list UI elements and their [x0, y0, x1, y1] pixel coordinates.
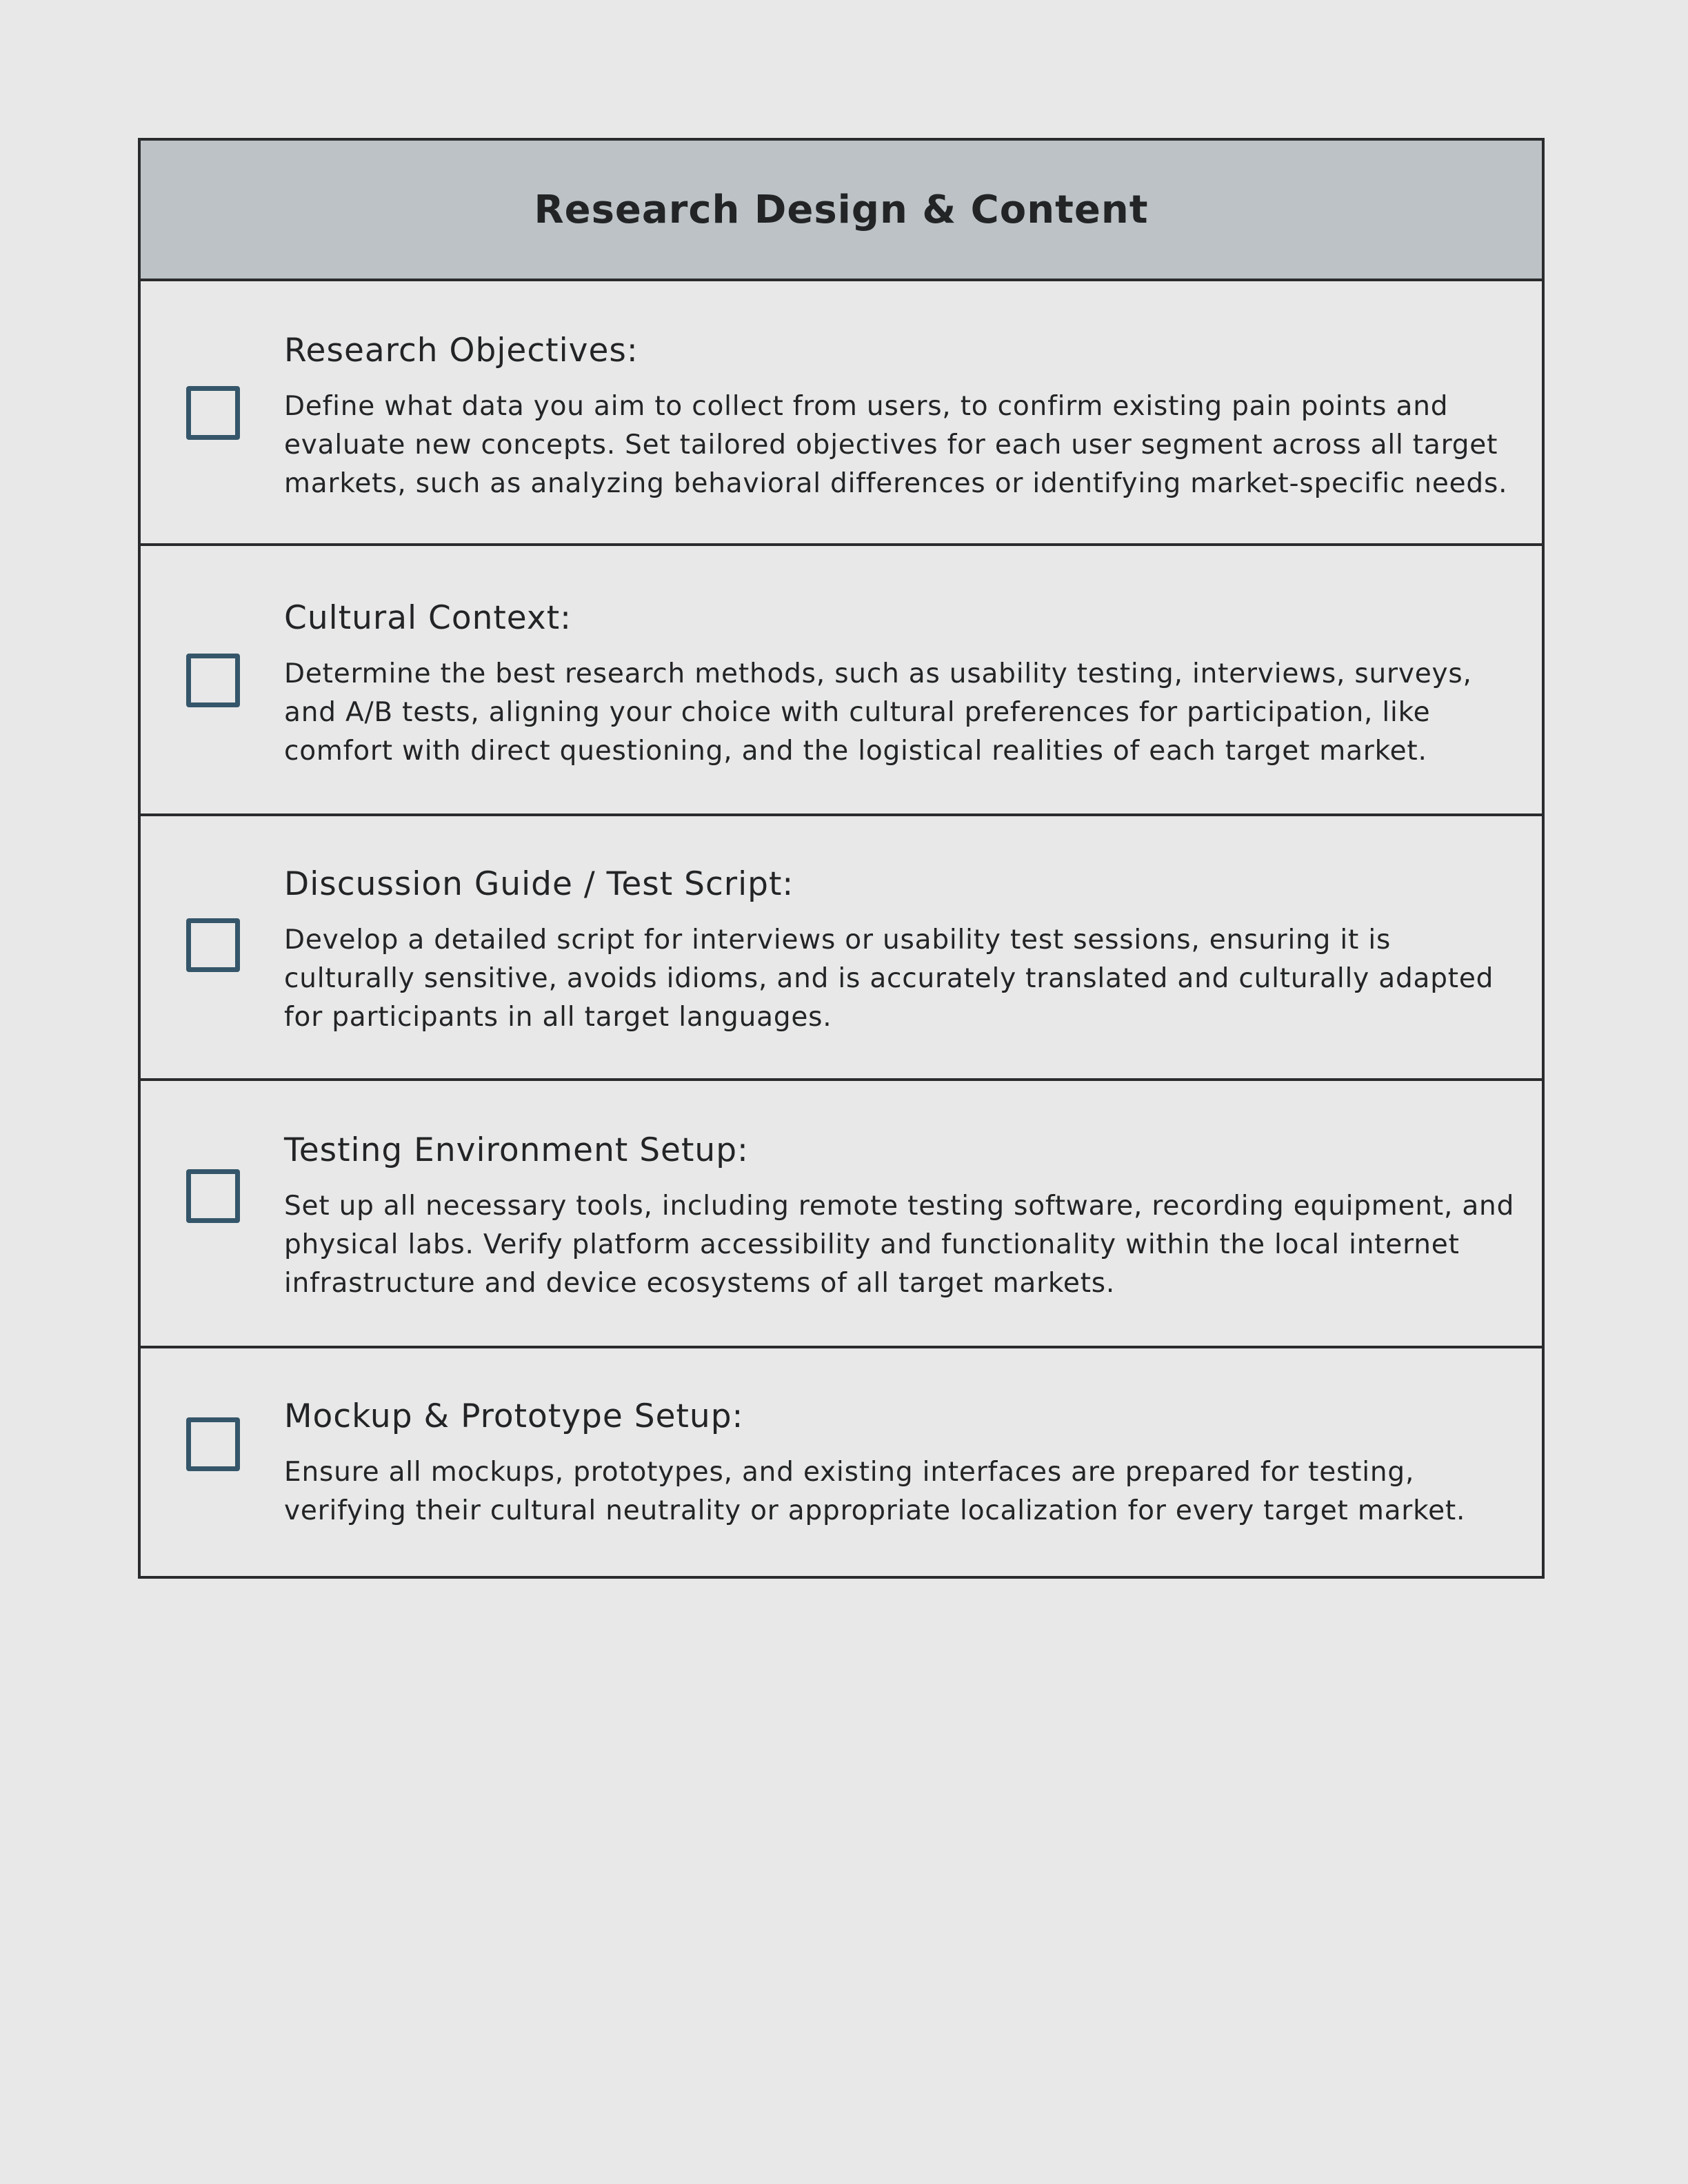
item-title: Cultural Context:: [284, 599, 572, 637]
checklist-item-mockup-prototype: [141, 1348, 1542, 1576]
item-title: Discussion Guide / Test Script:: [284, 865, 794, 903]
checkbox-mockup-prototype[interactable]: [186, 1417, 240, 1471]
checkbox-cultural-context[interactable]: [186, 654, 240, 707]
item-content: [284, 1129, 1517, 1303]
checklist-title: Research Design & Content: [534, 187, 1149, 232]
item-content: [284, 1395, 1517, 1530]
item-title: Research Objectives:: [284, 332, 639, 370]
item-content: [284, 597, 1517, 771]
checkbox-discussion-guide[interactable]: [186, 918, 240, 972]
item-description: Set up all necessary tools, including remote testing software, recording equipment, and physical labs. Verify platform accessibility and functionality within the local internet infrastructure and device ecosystems of all target markets.: [284, 1191, 1515, 1299]
item-content: [284, 330, 1517, 503]
checklist-table: [138, 138, 1545, 1579]
item-description: Define what data you aim to collect from users, to confirm existing pain points and evaluate new concepts. Set tailored objectives for each user segment across all target markets, such as analyzing behavioral differences or identifying market-specific needs.: [284, 391, 1508, 499]
checklist-item-testing-environment: [141, 1081, 1542, 1348]
item-description: Determine the best research methods, such as usability testing, interviews, surveys, and A/B tests, aligning your choice with cultural preferences for participation, like comfort with direct questioning, and the logistical realities of each target market.: [284, 658, 1472, 767]
item-title: Testing Environment Setup:: [284, 1131, 749, 1169]
checklist-item-research-objectives: [141, 281, 1542, 546]
item-description: Develop a detailed script for interviews or usability test sessions, ensuring it is culturally sensitive, avoids idioms, and is accurately translated and culturally adapted for participants in all target languages.: [284, 924, 1494, 1033]
checklist-header: [141, 141, 1542, 281]
checkbox-testing-environment[interactable]: [186, 1169, 240, 1223]
checklist-item-discussion-guide: [141, 816, 1542, 1081]
item-title: Mockup & Prototype Setup:: [284, 1397, 744, 1435]
checklist-item-cultural-context: [141, 546, 1542, 816]
checkbox-research-objectives[interactable]: [186, 386, 240, 440]
item-description: Ensure all mockups, prototypes, and existing interfaces are prepared for testing, verifying their cultural neutrality or appropriate localization for every target market.: [284, 1457, 1466, 1526]
item-content: [284, 863, 1517, 1037]
